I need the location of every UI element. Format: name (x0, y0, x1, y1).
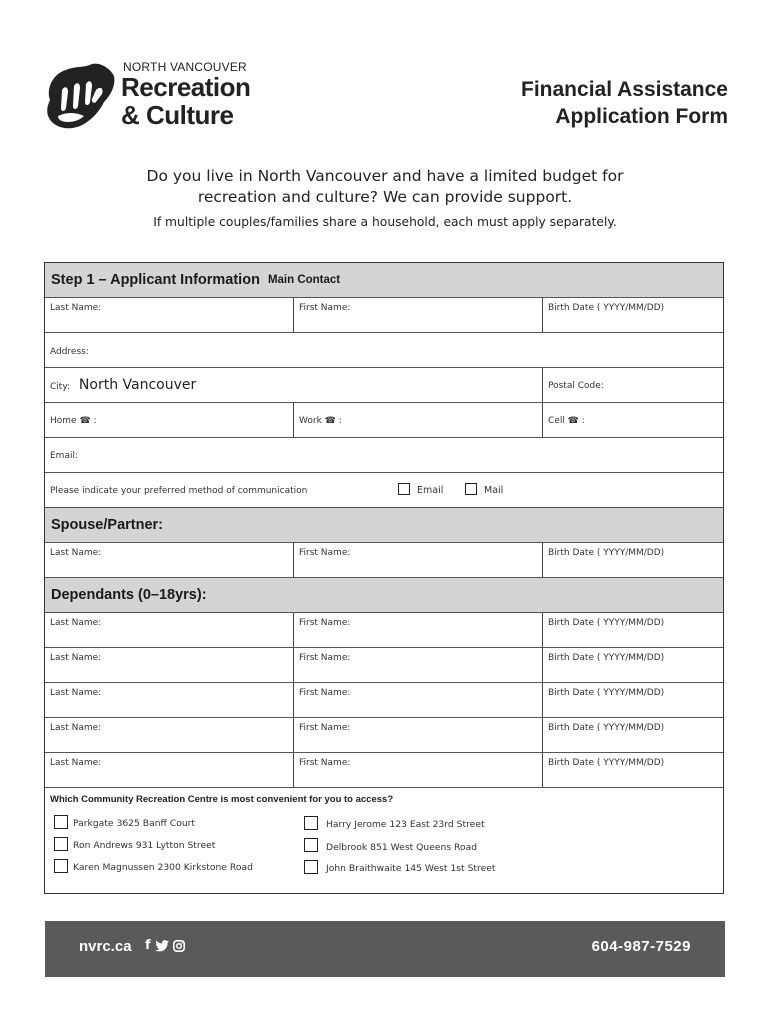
email-row (45, 438, 723, 473)
nvrc-logo (44, 58, 284, 138)
dependant-last-name-field[interactable]: Last Name: (45, 648, 294, 682)
website-link[interactable]: nvrc.ca (79, 938, 132, 955)
household-note: If multiple couples/families share a household, each must apply separately. (153, 215, 617, 229)
applicant-birth-date-field[interactable]: Birth Date ( YYYY/MM/DD) (548, 303, 665, 313)
applicant-first-name-field[interactable]: First Name: (294, 298, 543, 332)
spouse-birth-date-field[interactable]: Birth Date ( YYYY/MM/DD) (548, 548, 665, 558)
dependant-last-name-field[interactable]: Last Name: (45, 683, 294, 717)
dependant-first-name-field[interactable]: First Name: (294, 613, 543, 647)
instagram-icon[interactable] (173, 940, 185, 952)
dependant-row (45, 683, 723, 718)
postal-code-field[interactable]: Postal Code: (548, 381, 604, 391)
email-preference-checkbox[interactable] (398, 483, 410, 495)
dependant-first-name-field[interactable]: First Name: (294, 718, 543, 752)
intro-line-1: Do you live in North Vancouver and have a limited budget for (146, 167, 624, 185)
centre-checkbox-delbrook[interactable] (304, 838, 318, 852)
dependant-last-name-field[interactable]: Last Name: (45, 613, 294, 647)
dependant-birth-date-field[interactable]: Birth Date ( YYYY/MM/DD) (548, 653, 665, 663)
logo-small-text: NORTH VANCOUVER (123, 60, 247, 74)
dependant-birth-date-field[interactable]: Birth Date ( YYYY/MM/DD) (548, 618, 665, 628)
city-label: City: (50, 382, 71, 392)
centre-label-parkgate: Parkgate 3625 Banff Court (73, 818, 196, 829)
communication-preference-row (45, 473, 723, 508)
dependant-row (45, 718, 723, 753)
mail-preference-label: Mail (484, 485, 504, 496)
spouse-title: Spouse/Partner: (51, 517, 163, 533)
communication-preference-label: Please indicate your preferred method of communication (50, 486, 308, 496)
step1-title: Step 1 – Applicant Information (51, 272, 260, 288)
centre-checkbox-ron-andrews[interactable] (54, 837, 68, 851)
form-title (521, 76, 728, 130)
centre-label-john-braithwaite: John Braithwaite 145 West 1st Street (326, 863, 496, 874)
work-phone-field[interactable]: Work ☎ : (294, 403, 543, 437)
dependants-header (45, 578, 723, 613)
intro-text (0, 166, 770, 208)
dependant-row (45, 753, 723, 788)
dependant-first-name-field[interactable]: First Name: (294, 648, 543, 682)
twitter-icon[interactable] (155, 940, 169, 952)
address-field[interactable]: Address: (50, 347, 89, 357)
cell-phone-field[interactable]: Cell ☎ : (548, 416, 585, 426)
dependant-row (45, 648, 723, 683)
intro-line-2: recreation and culture? We can provide support. (197, 188, 573, 206)
applicant-last-name-field[interactable]: Last Name: (45, 298, 294, 332)
form-title-line-2: Application Form (555, 105, 728, 128)
facebook-icon[interactable]: f (145, 938, 151, 953)
spouse-name-row (45, 543, 723, 578)
phone-number[interactable]: 604-987-7529 (591, 938, 691, 955)
applicant-name-row (45, 298, 723, 333)
email-field[interactable]: Email: (50, 451, 79, 461)
logo-line-1: Recreation (121, 72, 251, 102)
recreation-centre-question: Which Community Recreation Centre is most convenient for you to access? (50, 794, 394, 805)
application-form (44, 262, 724, 894)
centre-label-ron-andrews: Ron Andrews 931 Lytton Street (73, 840, 216, 851)
footer-bar (45, 921, 725, 977)
dependant-first-name-field[interactable]: First Name: (294, 753, 543, 787)
step1-subtitle: Main Contact (267, 274, 341, 286)
spouse-header (45, 508, 723, 543)
centre-label-delbrook: Delbrook 851 West Queens Road (326, 842, 478, 853)
phone-row (45, 403, 723, 438)
city-row (45, 368, 723, 403)
hand-logo-icon (44, 60, 116, 132)
dependant-birth-date-field[interactable]: Birth Date ( YYYY/MM/DD) (548, 758, 665, 768)
spouse-first-name-field[interactable]: First Name: (294, 543, 543, 577)
mail-preference-checkbox[interactable] (465, 483, 477, 495)
home-phone-field[interactable]: Home ☎ : (45, 403, 294, 437)
social-icons (145, 938, 185, 953)
dependant-birth-date-field[interactable]: Birth Date ( YYYY/MM/DD) (548, 723, 665, 733)
city-field[interactable] (45, 368, 543, 402)
recreation-centre-section (45, 788, 723, 893)
centre-checkbox-karen-magnussen[interactable] (54, 859, 68, 873)
address-row (45, 333, 723, 368)
centre-label-harry-jerome: Harry Jerome 123 East 23rd Street (326, 819, 485, 830)
dependant-last-name-field[interactable]: Last Name: (45, 753, 294, 787)
logo-line-2: & Culture (121, 100, 234, 130)
form-title-line-1: Financial Assistance (521, 78, 728, 101)
dependant-first-name-field[interactable]: First Name: (294, 683, 543, 717)
centre-label-karen-magnussen: Karen Magnussen 2300 Kirkstone Road (73, 862, 253, 873)
email-preference-label: Email (417, 485, 444, 496)
dependant-last-name-field[interactable]: Last Name: (45, 718, 294, 752)
city-value: North Vancouver (78, 377, 197, 393)
centre-checkbox-harry-jerome[interactable] (304, 816, 318, 830)
step1-header (45, 263, 723, 298)
spouse-last-name-field[interactable]: Last Name: (45, 543, 294, 577)
centre-checkbox-parkgate[interactable] (54, 815, 68, 829)
dependant-birth-date-field[interactable]: Birth Date ( YYYY/MM/DD) (548, 688, 665, 698)
dependants-title: Dependants (0–18yrs): (51, 587, 207, 603)
centre-checkbox-john-braithwaite[interactable] (304, 860, 318, 874)
dependant-row (45, 613, 723, 648)
